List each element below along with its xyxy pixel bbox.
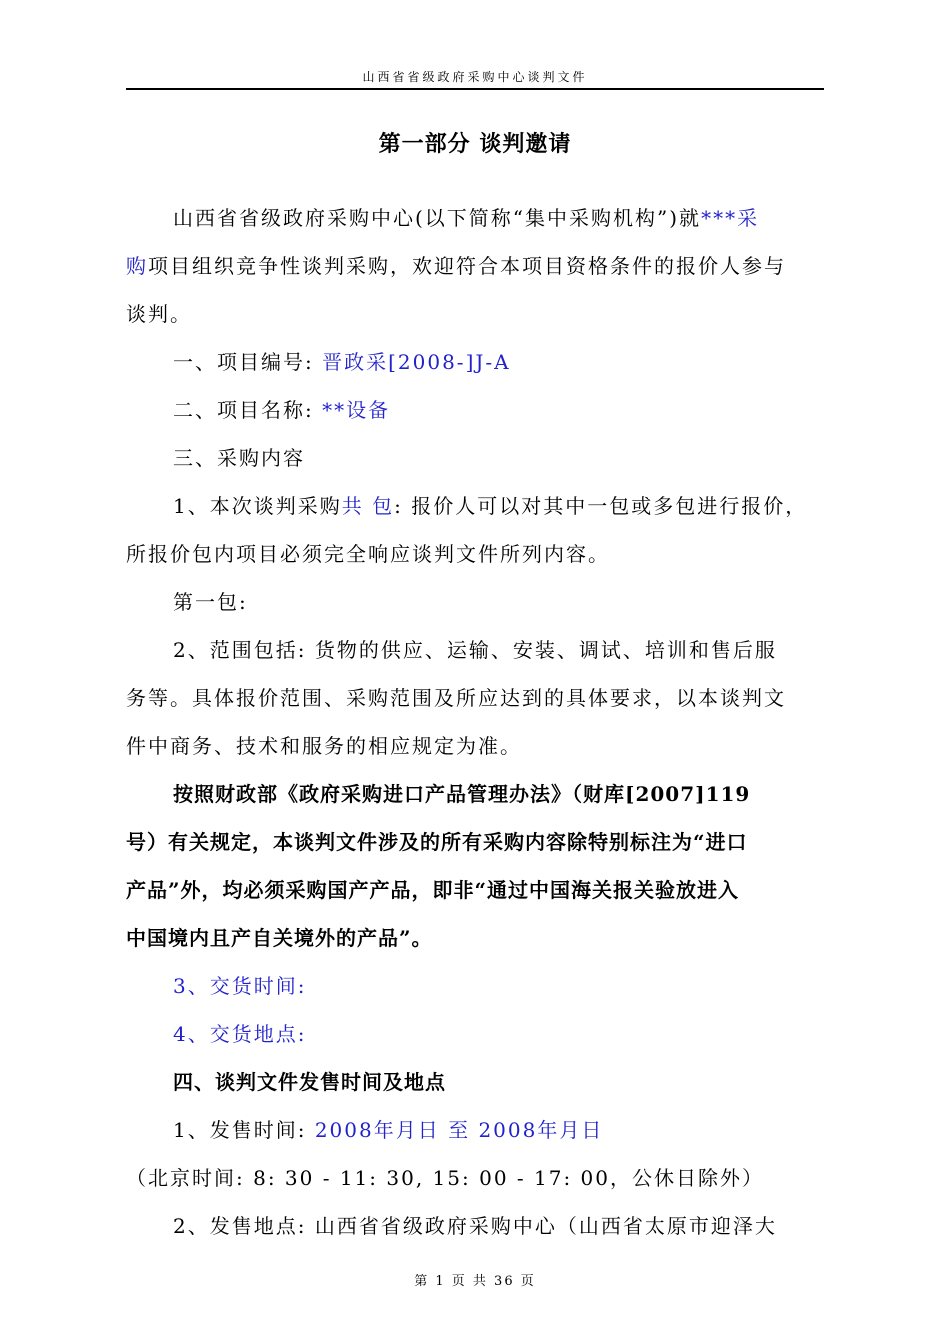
- import-notice-line-4: 中国境内且产自关境外的产品”。: [126, 926, 433, 950]
- project-placeholder: ***采: [701, 206, 760, 230]
- content-1-text-cont: : 报价人可以对其中一包或多包进行报价，: [394, 494, 808, 518]
- sale-location: 2、发售地点: 山西省省级政府采购中心（山西省太原市迎泽大: [173, 1214, 777, 1238]
- sale-time-value: 2008年月日 至 2008年月日: [314, 1118, 604, 1142]
- package-1-label: 第一包:: [173, 590, 248, 614]
- business-hours: （北京时间: 8: 30 - 11: 30, 15: 00 - 17: 00，公休日除外）: [126, 1166, 765, 1190]
- intro-line-2: [126, 250, 786, 279]
- page-footer: 第 1 页 共 36 页: [414, 1274, 536, 1289]
- sale-time: [173, 1114, 603, 1143]
- procurement-content-heading: 三、采购内容: [173, 446, 305, 470]
- project-name: [173, 394, 390, 423]
- project-placeholder-cont: 购: [126, 254, 148, 278]
- scope-line-2: 务等。具体报价范围、采购范围及所应达到的具体要求，以本谈判文: [126, 686, 786, 710]
- scope-line-3: 件中商务、技术和服务的相应规定为准。: [126, 734, 522, 758]
- project-name-label: 二、项目名称:: [173, 398, 323, 422]
- content-1-line-1: [173, 490, 807, 519]
- page-header: 山西省省级政府采购中心谈判文件: [362, 70, 588, 84]
- header-rule: [126, 88, 824, 90]
- delivery-location: 4、交货地点:: [173, 1022, 307, 1046]
- project-number-label: 一、项目编号:: [173, 350, 323, 374]
- section-title: 第一部分 谈判邀请: [378, 131, 572, 157]
- import-notice-line-2: 号）有关规定，本谈判文件涉及的所有采购内容除特别标注为“进口: [126, 830, 748, 854]
- delivery-time: 3、交货时间:: [173, 974, 307, 998]
- package-count: 共 包: [341, 494, 395, 518]
- intro-text-cont: 项目组织竞争性谈判采购，欢迎符合本项目资格条件的报价人参与: [148, 254, 786, 278]
- project-name-value: **设备: [322, 398, 391, 422]
- sale-heading: 四、谈判文件发售时间及地点: [173, 1070, 446, 1094]
- content-1-line-2: 所报价包内项目必须完全响应谈判文件所列内容。: [126, 542, 610, 566]
- sale-time-label: 1、发售时间:: [173, 1118, 315, 1142]
- scope-line-1: 2、范围包括: 货物的供应、运输、安装、调试、培训和售后服: [173, 638, 777, 662]
- intro-line-1: [173, 202, 759, 231]
- import-notice-line-3: 产品”外，均必须采购国产产品，即非“通过中国海关报关验放进入: [126, 878, 740, 902]
- project-number: [173, 346, 511, 375]
- import-notice-line-1: 按照财政部《政府采购进口产品管理办法》（财库[2007]119: [173, 782, 751, 806]
- content-1-text: 1、本次谈判采购: [173, 494, 342, 518]
- intro-line-3: 谈判。: [126, 302, 192, 326]
- intro-text: 山西省省级政府采购中心(以下简称“集中采购机构”)就: [173, 206, 702, 230]
- project-number-value: 晋政采[2008-]J-A: [322, 350, 511, 374]
